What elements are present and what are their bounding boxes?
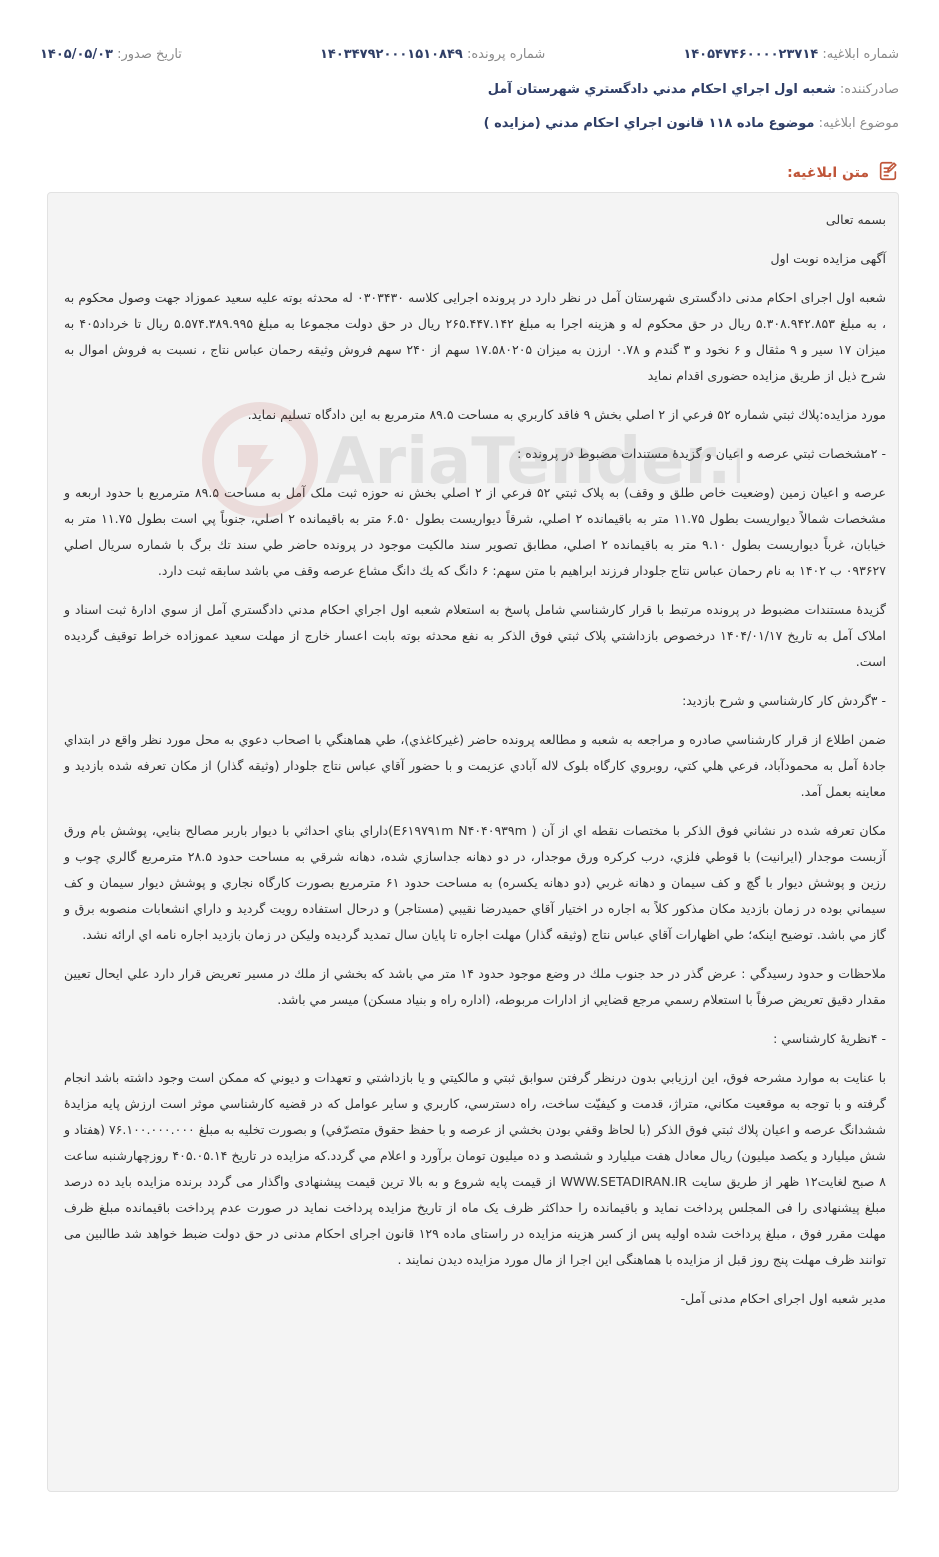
issuer-row [40,82,899,97]
body-paragraph-5: - ۲مشخصات ثبتي عرصه و اعيان و گزيدۀ مستندات مضبوط در پرونده : [517,446,886,461]
issuer-value: شعبه اول اجراي احکام مدني دادگستري شهرستان آمل [487,82,836,97]
header-row-numbers [40,47,899,62]
body-paragraph-12: - ۴نظريۀ کارشناسي : [773,1031,886,1046]
body-paragraph-14: مدیر شعبه اول اجرای احکام مدنی آمل- [680,1291,886,1306]
body-paragraph-2: آگهی مزایده نوبت اول [770,251,886,266]
body-paragraph-10: مكان تعرفه شده در نشاني فوق الذكر با مختصات نقطه اي از آن ( E۶۱۹۷۹۱m N۴۰۴۰۹۳۹m)داراي بناي احداثي با ديوار باربر مصالح بنايي، پوشش بام ورق آزبست موجدار (ايرانيت) با قوطي فلزي، درب كركره ورق موجدار، در دو دهانه جداسازي شده، دهانه شرقي به مساحت حدود ۲۸.۵ مترمربع گالري چوب و رزين و پوشش ديوار با گچ و كف سيمان و دهانه غربي (دو دهانه يكسره) به مساحت حدود ۶۱ مترمربع بصورت كارگاه نجاري و پوشش ديوار سيمان و كف سيماني بوده در زمان بازديد مكان مذكور كلاً به اجاره در اختيار آقاي حميدرضا نقيبي (مستاجر) و درحال استفاده رويت گرديد و داراي انشعابات منصوبه برق و گاز مي باشد. توضيح اينكه؛ طي اظهارات آقاي عباس نتاج (وثيقه گذار) مهلت اجاره تا پايان سال تمديد گرديده وليكن در زمان بازديد اجاره نامه اي ارائه نشد. [64,823,887,942]
body-paragraph-3: شعبه اول اجرای احکام مدنی دادگستری شهرستان آمل در نظر دارد در پرونده اجرایی کلاسه ۰۳۰۳۴۳۰ له محدثه بوته علیه سعید عموزاد جهت وصول محکوم به ، به مبلغ ۵.۳۰۸.۹۴۲.۸۵۳ ریال در حق محکوم له و هزینه اجرا به مبلغ ۲۶۵.۴۴۷.۱۴۲ ریال در حق دولت مجموعا به مبلغ ۵.۵۷۴.۳۸۹.۹۹۵ ریال تا خرداد۴۰۵ به میزان ۱۷ سیر و ۹ مثقال و ۶ نخود و ۳ گندم و ۰.۷۸ ارزن به میزان ۱۷.۵۸۰۲۰۵ سهم از ۲۴۰ سهم فروش وثیقه رحمان عباس نتاج ، نسبت به فروش اموال به شرح ذیل از طریق مزایده حضوری اقدام نماید [64,290,887,383]
notice-text-heading [787,160,899,186]
body-paragraph-9: ضمن اطلاع از قرار کارشناسي صادره و مراجعه به شعبه و مطالعه پرونده حاضر (غيرکاغذي)، طي هماهنگي با اصحاب دعوي به محل مورد نظر واقع در ابتداي جادۀ آمل به محمودآباد، فرعي هلي کتي، روبروي کارگاه بلوک لاله آبادي عزيمت و با حضور آقاي عباس نتاج جلودار (وثيقه گذار) از مكان تعرفه شده بازديد و معاينه بعمل آمد. [64,732,886,799]
subject-label: موضوع ابلاغيه: [818,116,899,131]
body-paragraph-7: گزيدۀ مستندات مضبوط در پرونده مرتبط با قرار کارشناسي شامل پاسخ به استعلام شعبه اول اجراي احکام مدني دادگستري آمل از سوي ادارۀ ثبت اسناد و املاک آمل به تاريخ ۱۴۰۴/۰۱/۱۷ درخصوص بازداشتي پلاک ثبتي فوق الذکر به نفع محدثه بوته بابت اعسار خارج از مهلت سعيد عموزاده خراط توقيف گرديده است. [64,602,886,669]
issue-date-label: تاريخ صدور: [117,47,182,62]
notice-number [683,47,899,62]
notice-text-panel [47,192,899,1492]
body-paragraph-1: بسمه تعالی [825,212,886,227]
issue-date-value: ۱۴۰۵/۰۵/۰۳ [40,47,113,62]
notice-number-value: ۱۴۰۵۴۷۴۶۰۰۰۰۲۳۷۱۴ [683,47,819,62]
case-number [320,47,545,62]
body-paragraph-4: مورد مزايده:پلاك ثبتي شماره ۵۲ فرعي از ۲ اصلي بخش ۹ فاقد کاربري به مساحت ۸۹.۵ مترمربع به اين دادگاه تسليم نمايد. [247,407,886,422]
notice-number-label: شماره ابلاغيه: [822,47,899,62]
case-number-value: ۱۴۰۳۴۷۹۲۰۰۰۱۵۱۰۸۴۹ [319,47,463,62]
body-paragraph-11: ملاحظات و حدود رسيدگي : عرض گذر در حد جنوب ملك در وضع موجود حدود ۱۴ متر مي باشد كه بخشي از ملك در مسير تعريض قرار دارد علي ايحال تعيين مقدار دقيق تعريض صرفاً با استعلام رسمي مرجع قضايي از ادارات مربوطه، (اداره راه و بنياد مسكن) ميسر مي باشد. [64,966,886,1007]
case-number-label: شماره پرونده: [466,47,546,62]
issuer-label: صادرکننده: [839,82,899,97]
issue-date [40,47,182,62]
body-paragraph-8: - ۳گردش کار کارشناسي و شرح بازديد: [682,693,886,708]
notice-text-title: متن ابلاغيه: [787,165,869,181]
body-paragraph-13: با عنايت به موارد مشرحه فوق، اين ارزيابي بدون درنظر گرفتن سوابق ثبتي و مالكيتي و يا بازداشتي و تعهدات و ديوني كه ممكن است وجود داشته باشد انجام گرفته و با توجه به موقعيت مكاني، متراژ، قدمت و كيفيّت ساخت، راه دسترسي، كاربري و ساير عوامل كه در قضيه كارشناسي موثر است ارزش پايه مزايدۀ ششدانگ عرصه و اعيان پلاك ثبتي فوق الذكر (با لحاظ وقفي بودن بخشي از عرصه و با حفظ حقوق متصرّفي) و بصورت تخليه به مبلغ ۷۶.۱۰۰.۰۰۰.۰۰۰ (هفتاد و شش ميليارد و يكصد ميليون) ريال معادل هفت ميليارد و ششصد و ده ميليون تومان برآورد و اعلام مي گردد.كه مزايده در تاریخ ۴۰۵.۰۵.۱۴ روزچهارشنبه ساعت ۸ صبح لغایت۱۲ ظهر از طریق سایت WWW.SETADIRAN.IR از قیمت پایه شروع و به بالا ترین قیمت پیشنهادی واگذار می گردد برنده مزایده باید ده درصد مبلغ پیشنهادی را فی المجلس پرداخت نماید و باقیمانده را حداکثر ظرف یک ماه از تاریخ مزایده پرداخت نماید در صورت عدم پرداخت باقیمانده مبلغ ظرف مهلت مقرر فوق ، مبلغ پرداخت شده اولیه پس از کسر هزینه مزایده در راستای ماده ۱۲۹ قانون اجرای احکام مدنی در حق دولت ضبط خواهد شد طالبین می توانند ظرف مهلت پنج روز قبل از مزایده با هماهنگی این اجرا از مال مورد مزایده دیدن نمایند . [64,1070,887,1267]
document-edit-icon [877,160,899,186]
subject-value: موضوع ماده ۱۱۸ قانون اجراي احکام مدني (مزايده ) [483,116,815,131]
subject-row [40,116,899,131]
body-paragraph-6: عرصه و اعيان زمين (وضعيت خاص طلق و وقف) به پلاک ثبتي ۵۲ فرعي از ۲ اصلي بخش نه حوزه ثبت ملک آمل به مساحت ۸۹.۵ مترمربع با حدود اربعه و مشخصات شمالاً ديواريست بطول ۱۱.۷۵ متر به باقيمانده ۲ اصلي، شرقاً ديواريست بطول ۶.۵۰ متر به باقيمانده ۲ اصلي، جنوباً پي است بطول ۱۱.۷۵ متر به خيابان، غرباً ديواريست بطول ۹.۱۰ متر به باقيمانده ۲ اصلي، مطابق تصوير سند مالکيت موجود در پرونده حاضر طي سند تك برگ با شماره سريال اصلي ۰۹۳۶۲۷ ب ۱۴۰۲ به نام رحمان عباس نتاج جلودار فرزند ابراهيم با متن سهم: ۶ دانگ كه يك دانگ مشاع عرصه وقف مي باشد سابقه ثبت دارد. [64,485,886,578]
